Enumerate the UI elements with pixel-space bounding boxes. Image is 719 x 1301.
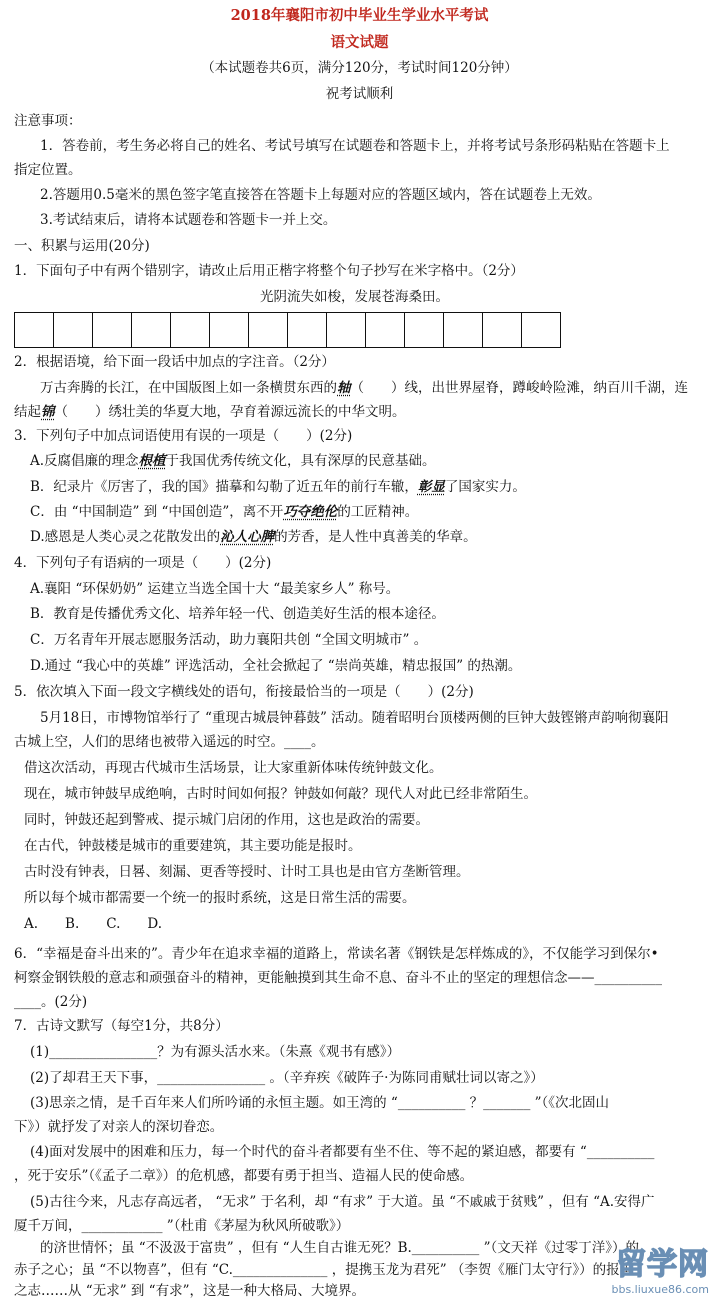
q3-option-b: B．纪录片《厉害了，我的国》描摹和勾勒了近五年的前行车辙，彰显了国家实力。 — [30, 479, 526, 495]
note-3: 3.考试结束后，请将本试题卷和答题卡一并上交。 — [40, 212, 337, 228]
q7-item-5-line-5: 之志……从 “无求” 到 “有求”，这是一种大格局、大境界。 — [14, 1283, 365, 1299]
q4-option-b: B．教育是传播优秀文化、培养年轻一代、创造美好生活的根本途径。 — [30, 606, 445, 622]
q7-item-4: (4)面对发展中的困难和压力，每一个时代的奋斗者都要有坐不住、等不起的紧迫感，都要有 “__________ — [30, 1144, 655, 1160]
note-1-cont: 指定位置。 — [14, 162, 82, 178]
q4-stem: 4．下列句子有语病的一项是（ ）(2分) — [14, 555, 272, 571]
grid-cell — [444, 312, 483, 348]
watermark-url: bbs.liuxue86.com — [611, 1283, 709, 1296]
q5-sentence-1: 借这次活动，再现古代城市生活场景，让大家重新体味传统钟鼓文化。 — [24, 760, 443, 776]
q2-stem: 2．根据语境，给下面一段话中加点的字注音。（2分） — [14, 354, 335, 370]
q5-sentence-4: 在古代，钟鼓楼是城市的重要建筑，其主要功能是报时。 — [24, 838, 362, 854]
q7-item-3-cont: 下》）就抒发了对亲人的深切眷恋。 — [14, 1119, 224, 1135]
subject-title: 语文试题 — [330, 34, 389, 51]
grid-cell — [522, 312, 561, 348]
answer-grid — [14, 312, 561, 348]
q3-stem: 3．下列句子中加点词语使用有误的一项是（ ）(2分) — [14, 428, 353, 444]
q6-line-1: 6．“幸福是奋斗出来的”。青少年在追求幸福的道路上，常读名著《钢铁是怎样炼成的》，不仅能学习到保尔• — [14, 946, 659, 962]
grid-cell — [366, 312, 405, 348]
q7-item-3: (3)思亲之情，是千百年来人们所吟诵的永恒主题。如王湾的 “__________ ？_______ ”（《次北固山 — [30, 1095, 610, 1111]
q7-item-2: (2)了却君王天下事，________________ 。（辛弃疾《破阵子·为陈同甫赋壮词以寄之》） — [30, 1070, 544, 1086]
q7-item-5: (5)古往今来，凡志存高远者， “无求” 于名利，却 “有求” 于大道。虽 “不戚戚于贫贱” ，但有 “A.安得广 — [30, 1194, 655, 1210]
q5-sentence-2: 现在，城市钟鼓早成绝响，古时时间如何报？钟鼓如何敲？现代人对此已经非常陌生。 — [24, 786, 537, 802]
watermark-brand: 留学网 — [616, 1247, 709, 1282]
good-luck: 祝考试顺利 — [325, 86, 394, 102]
q7-stem: 7．古诗文默写（每空1分，共8分） — [14, 1018, 229, 1034]
grid-cell — [210, 312, 249, 348]
grid-cell — [327, 312, 366, 348]
grid-cell — [249, 312, 288, 348]
q5-sentence-5: 古时没有钟表，日晷、刻漏、更香等授时、计时工具也是由官方垄断管理。 — [24, 864, 470, 880]
q3-option-c: C．由 “中国制造” 到 “中国创造”，离不开巧夺绝伦的工匠精神。 — [30, 504, 419, 520]
q2-line-1: 万古奔腾的长江，在中国版图上如一条横贯东西的轴（ ）线，出世界屋脊，蹲峻岭险滩，纳百川千湖，连 — [40, 380, 688, 396]
grid-cell — [405, 312, 444, 348]
q7-item-1: (1)________________？为有源头活水来。（朱熹《观书有感》） — [30, 1044, 401, 1060]
section-heading: 一、积累与运用(20分) — [14, 238, 150, 254]
notes-heading: 注意事项： — [14, 113, 82, 129]
grid-cell — [483, 312, 522, 348]
watermark-logo — [611, 1239, 709, 1296]
q5-passage-2: 古城上空，人们的思绪也被带入遥远的时空。____。 — [14, 734, 325, 750]
q4-option-d: D.通过 “我心中的英雄” 评选活动，全社会掀起了 “崇尚英雄，精忠报国” 的热潮。 — [30, 658, 522, 674]
q1-stem: 1．下面句子中有两个错别字，请改止后用正楷字将整个句子抄写在米字格中。（2分） — [14, 263, 524, 279]
q7-item-5-line-4: 赤子之心；虽 “不以物喜”，但有 “C.______________ ，提携玉龙为君死” （李贺《雁门太守行》）的报国 — [14, 1262, 634, 1278]
q4-option-a: A.襄阳 “环保奶奶” 运建立当选全国十大 “最美家乡人” 称号。 — [30, 581, 400, 597]
grid-cell — [54, 312, 93, 348]
grid-cell — [288, 312, 327, 348]
q7-item-4-cont: ，死于安乐”（《孟子二章》）的危机感，都要有勇于担当、造福人民的使命感。 — [14, 1168, 474, 1184]
dotted-char: 锦 — [41, 404, 55, 420]
q4-option-c: C．万名青年开展志愿服务活动，助力襄阳共创 “全国文明城市” 。 — [30, 632, 428, 648]
q1-sentence: 光阴流失如梭，发展苍海桑田。 — [260, 289, 449, 305]
q5-sentence-6: 所以每个城市都需要一个统一的报时系统，这是日常生活的需要。 — [24, 890, 416, 906]
exam-info: （本试题卷共6页，满分120分，考试时间120分钟） — [201, 60, 518, 76]
q3-option-d: D.感恩是人类心灵之花散发出的沁人心脾的芳香，是人性中真善美的华章。 — [30, 529, 477, 545]
q5-passage-1: 5月18日，市博物馆举行了 “重现古城晨钟暮鼓” 活动。随着昭明台顶楼两侧的巨钟大鼓铿锵声韵响彻襄阳 — [40, 710, 669, 726]
q6-line-2: 柯察金钢铁般的意志和顽强奋斗的精神，更能触摸到其生命不息、奋斗不止的坚定的理想信念——__________ — [14, 970, 662, 986]
q3-option-a: A.反腐倡廉的理念根植于我国优秀传统文化，具有深厚的民意基础。 — [30, 453, 436, 469]
q5-stem: 5．依次填入下面一段文字横线处的语句，衔接最恰当的一项是（ ）(2分) — [14, 684, 474, 700]
q7-item-5-cont: 厦千万间，____________ ”（杜甫《茅屋为秋风所破歌》） — [14, 1218, 350, 1234]
q6-line-3: ____。(2分) — [14, 994, 88, 1010]
q7-item-5-line-3: 的济世情怀；虽 “不汲汲于富贵” ，但有 “人生自古谁无死？B.__________ ”（文天祥《过零丁洋》）的 — [40, 1240, 639, 1256]
note-2: 2.答题用0.5毫米的黑色签字笔直接答在答题卡上每题对应的答题区域内，答在试题卷上无效。 — [40, 187, 601, 203]
q5-sentence-3: 同时，钟鼓还起到警戒、提示城门启闭的作用，这也是政治的需要。 — [24, 812, 429, 828]
grid-cell — [15, 312, 54, 348]
exam-title: 2018年襄阳市初中毕业生学业水平考试 — [230, 7, 489, 24]
grid-cell — [132, 312, 171, 348]
dotted-char: 轴 — [337, 380, 351, 396]
grid-cell — [171, 312, 210, 348]
q2-line-2: 结起锦（ ）绣壮美的华夏大地，孕育着源远流长的中华文明。 — [14, 404, 406, 420]
note-1: 1．答卷前，考生务必将自己的姓名、考试号填写在试题卷和答题卡上，并将考试号条形码粘贴在答题卡上 — [40, 138, 670, 154]
grid-cell — [93, 312, 132, 348]
q5-options: A. B. C. D. — [24, 916, 163, 932]
